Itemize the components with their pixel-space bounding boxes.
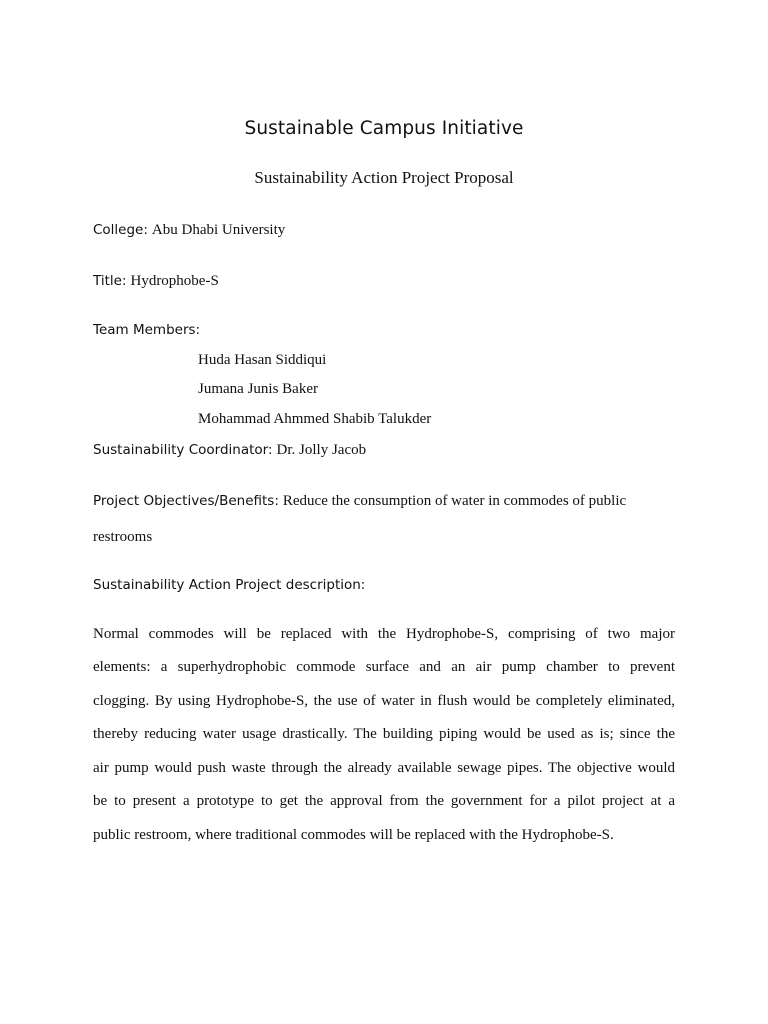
objectives-field: [93, 492, 626, 510]
document-subtitle: Sustainability Action Project Proposal: [254, 168, 514, 187]
team-members-label: Team Members:: [93, 322, 201, 338]
title-value: Hydrophobe-S: [130, 273, 219, 289]
title-field: [93, 272, 219, 290]
team-member: Mohammad Ahmmed Shabib Talukder: [198, 411, 432, 427]
document-title: Sustainable Campus Initiative: [244, 118, 524, 139]
college-label: College:: [93, 222, 148, 238]
coordinator-label: Sustainability Coordinator:: [93, 442, 273, 458]
team-member: Jumana Junis Baker: [198, 381, 318, 397]
coordinator-field: [93, 441, 366, 459]
paragraph-line: clogging. By using Hydrophobe-S, the use of water in flush would be completely eliminated,: [93, 693, 675, 709]
objectives-label: Project Objectives/Benefits:: [93, 493, 279, 509]
coordinator-value: Dr. Jolly Jacob: [276, 442, 367, 458]
paragraph-line: public restroom, where traditional commodes will be replaced with the Hydrophobe-S.: [93, 827, 614, 843]
paragraph-line: Normal commodes will be replaced with the Hydrophobe-S, comprising of two major: [93, 626, 675, 642]
description-heading: Sustainability Action Project description:: [93, 577, 366, 593]
college-field: [93, 221, 285, 239]
objectives-value: Reduce the consumption of water in commodes of public: [282, 493, 627, 509]
paragraph-line: air pump would push waste through the already available sewage pipes. The objective would: [93, 760, 675, 776]
title-label: Title:: [93, 273, 127, 289]
paragraph-line: elements: a superhydrophobic commode surface and an air pump chamber to prevent: [93, 659, 675, 675]
paragraph-line: thereby reducing water usage drastically. The building piping would be used as is; since the: [93, 726, 675, 742]
objectives-value-continued: restrooms: [93, 529, 153, 545]
paragraph-line: be to present a prototype to get the approval from the government for a pilot project at a: [93, 793, 675, 809]
college-value: Abu Dhabi University: [151, 222, 286, 238]
team-member: Huda Hasan Siddiqui: [198, 352, 327, 368]
